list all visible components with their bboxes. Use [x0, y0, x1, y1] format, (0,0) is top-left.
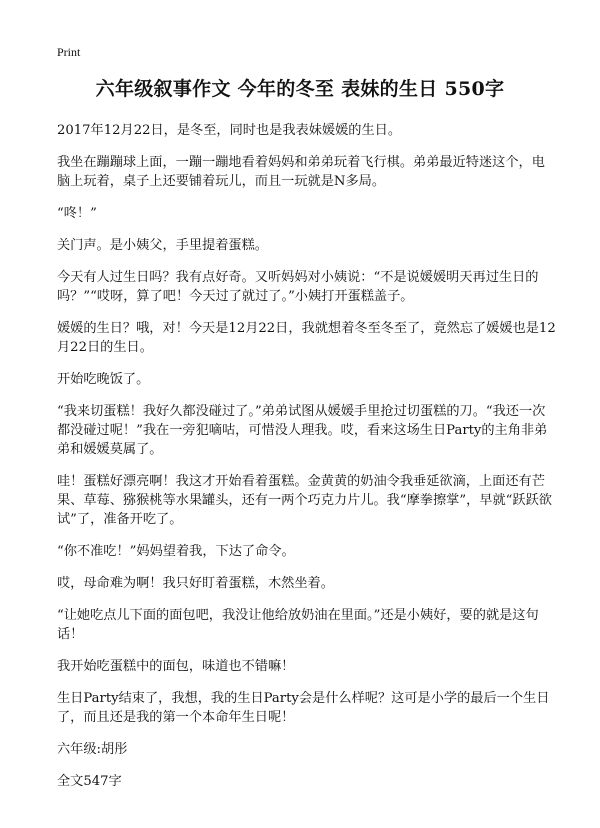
paragraph-flight-chess: 我坐在蹦蹦球上面，一蹦一蹦地看着妈妈和弟弟玩着飞行棋。弟弟最近特迷这个，电脑上玩着，桌子上还要铺着玩儿，而且一玩就是N多局。: [57, 155, 545, 189]
paragraph-cut-cake: “我来切蛋糕！我好久都没碰过了。”弟弟试图从媛媛手里抢过切蛋糕的刀。“我还一次都没碰过呢！”我在一旁犯嘀咕，可惜没人理我。哎，看来这场生日Party的主角非弟弟和媛媛莫属了。: [57, 404, 548, 457]
paragraph-eat-bread: 我开始吃蛋糕中的面包，味道也不错嘛！: [57, 659, 295, 674]
paragraph-date: 2017年12月22日，是冬至，同时也是我表妹媛媛的生日。: [57, 123, 402, 138]
paragraph-who-birthday: 今天有人过生日吗？我有点好奇。又听妈妈对小姨说：“不是说媛媛明天再过生日的吗？”“哎呀，算了吧！今天过了就过了。”小姨打开蛋糕盖子。: [57, 270, 539, 304]
document-body: [57, 121, 557, 804]
document-title: 六年级叙事作文 今年的冬至 表妹的生日 550字: [95, 78, 505, 100]
paragraph-obey: 哎，母命难为啊！我只好盯着蛋糕，木然坐着。: [57, 576, 334, 591]
paragraph-dong: “咚！”: [57, 206, 97, 221]
author-line: 六年级:胡彤: [57, 742, 128, 757]
paragraph-party-end: 生日Party结束了，我想，我的生日Party会是什么样呢？这可是小学的最后一个生日了，而且还是我的第一个本命年生日呢！: [57, 691, 550, 725]
paragraph-door-sound: 关门声。是小姨父，手里提着蛋糕。: [57, 238, 268, 253]
paragraph-yuanyuan-birthday: 媛媛的生日？哦，对！今天是12月22日，我就想着冬至冬至了，竟然忘了媛媛也是12月22日的生日。: [57, 321, 556, 355]
paragraph-mom-order: “你不准吃！”妈妈望着我，下达了命令。: [57, 544, 295, 559]
paragraph-dinner: 开始吃晚饭了。: [57, 372, 150, 387]
print-link[interactable]: Print: [57, 45, 81, 59]
paragraph-aunt-bread: “让她吃点儿下面的面包吧，我没让他给放奶油在里面。”还是小姨好，要的就是这句话！: [57, 608, 539, 642]
paragraph-cake-pretty: 哇！蛋糕好漂亮啊！我这才开始看着蛋糕。金黄黄的奶油令我垂延欲滴，上面还有芒果、草莓、猕猴桃等水果罐头，还有一两个巧克力片儿。我“摩拳擦掌”，早就“跃跃欲试”了，准备开吃了。: [57, 474, 552, 527]
word-count: 全文547字: [57, 774, 122, 789]
